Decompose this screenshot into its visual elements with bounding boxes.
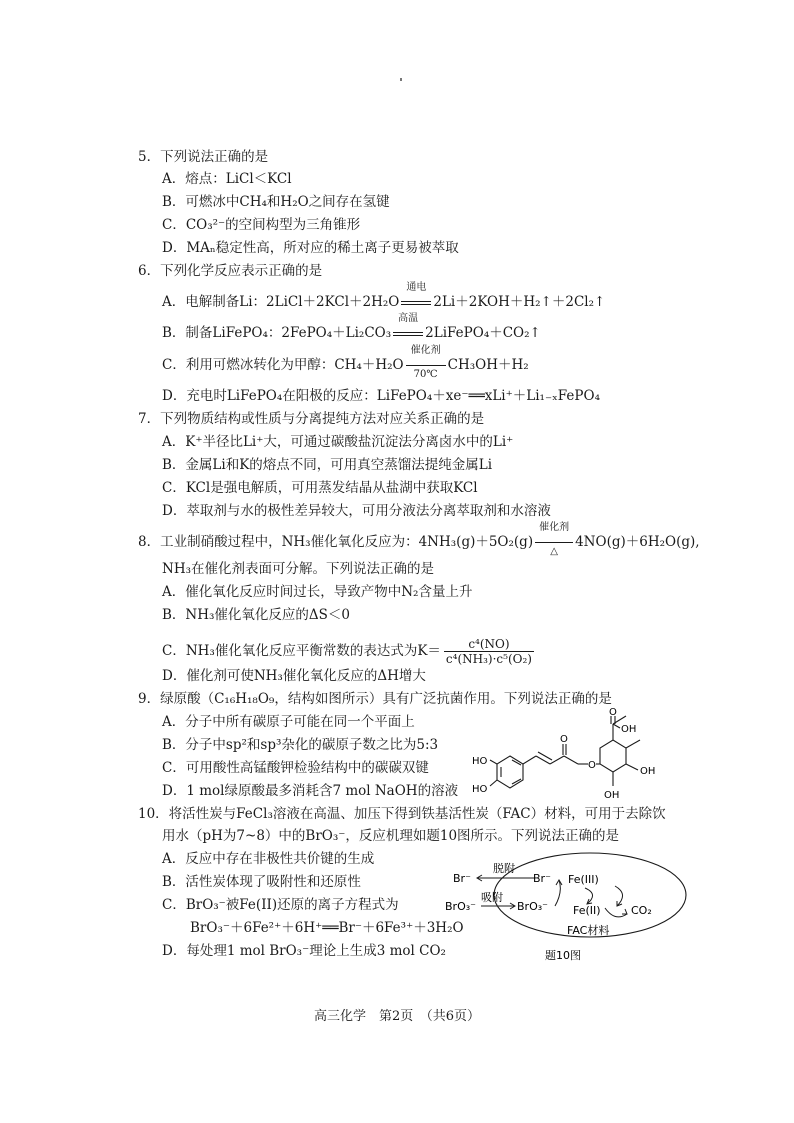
q5-stem: 5．下列说法正确的是	[138, 149, 269, 165]
fig10-fe2: Fe(II)	[573, 904, 601, 917]
struct-label-oh-acid: OH	[621, 724, 637, 735]
fig10-br-in: Br⁻	[533, 872, 551, 885]
q6-option-b	[162, 313, 541, 342]
q6-option-c	[162, 345, 529, 380]
fig10-fac-label: FAC材料	[567, 924, 610, 937]
struct-label-oh-bottom: OH	[604, 790, 620, 801]
q6-option-d: D．充电时LiFePO₄在阳极的反应：LiFePO₄＋xe⁻══xLi⁺＋Li₁₋ₓFePO₄	[162, 388, 600, 404]
fig10-adsorb-label: 吸附	[481, 891, 503, 904]
struct-label-o-top: O	[609, 708, 617, 718]
fig10-fe3: Fe(III)	[568, 873, 599, 886]
q7-stem: 7．下列物质结构或性质与分离提纯方法对应关系正确的是	[138, 411, 485, 427]
q6-stem: 6．下列化学反应表示正确的是	[138, 263, 323, 279]
q8-option-c	[162, 637, 534, 666]
q7-option-b: B．金属Li和K的熔点不同，可用真空蒸馏法提纯金属Li	[162, 457, 493, 473]
q5-option-d: D．MAₙ稳定性高，所对应的稀土离子更易被萃取	[162, 240, 459, 256]
q8-stem-reactants: 8．工业制硝酸过程中，NH₃催化氧化反应为：4NH₃(g)＋5O₂(g)	[138, 534, 534, 550]
q8-cond-top: 催化剂	[539, 522, 570, 533]
q6-c-reactants: C．利用可燃冰转化为甲醇：CH₄＋H₂O	[162, 357, 404, 373]
q10-option-d: D．每处理1 mol BrO₃⁻理论上生成3 mol CO₂	[162, 943, 446, 959]
q7-option-d: D．萃取剂与水的极性差异较大，可用分液法分离萃取剂和水溶液	[162, 503, 551, 519]
fig10-caption: 题10图	[545, 949, 581, 962]
q6-option-a	[162, 282, 606, 311]
q8-option-a: A．催化氧化反应时间过长，导致产物中N₂含量上升	[162, 584, 473, 600]
q8-option-d: D．催化剂可使NH₃催化氧化反应的ΔH增大	[162, 668, 426, 684]
page-footer: 高三化学 第2页 （共6页）	[313, 1009, 481, 1024]
q5-option-c: C．CO₃²⁻的空间构型为三角锥形	[162, 217, 361, 233]
struct-label-o-ester: O	[588, 760, 596, 771]
reaction-line	[535, 542, 573, 543]
q9-stem: 9．绿原酸（C₁₆H₁₈O₉，结构如图所示）具有广泛抗菌作用。下列说法正确的是	[138, 691, 612, 707]
q6-a-products: 2Li＋2KOH＋H₂↑＋2Cl₂↑	[433, 294, 606, 310]
q6-c-cond-bot: 70℃	[413, 369, 438, 380]
q6-a-reactants: A．电解制备Li：2LiCl＋2KCl＋2H₂O	[162, 294, 400, 310]
struct-label-ho-top: HO	[472, 756, 488, 767]
scan-mark	[400, 78, 402, 81]
equals-sign	[393, 332, 423, 336]
q10-option-c-line2: BrO₃⁻＋6Fe²⁺＋6H⁺══Br⁻＋6Fe³⁺＋3H₂O	[190, 920, 464, 936]
q6-b-condition	[393, 313, 423, 342]
q8-c-fraction	[444, 637, 534, 666]
q10-option-a: A．反应中存在非极性共价键的生成	[162, 851, 375, 867]
fraction-denominator: c⁴(NH₃)·c⁵(O₂)	[445, 652, 532, 666]
q6-b-cond-text: 高温	[398, 313, 419, 324]
q10-stem-line2: 用水（pH为7~8）中的BrO₃⁻，反应机理如题10图所示。下列说法正确的是	[162, 828, 620, 844]
q8-cond-bot: △	[550, 546, 558, 557]
q7-option-c: C．KCl是强电解质，可用蒸发结晶从盐湖中获取KCl	[162, 480, 478, 496]
q8-stem-line2: NH₃在催化剂表面可分解。下列说法正确的是	[162, 561, 434, 577]
fig10-desorb-label: 脱附	[493, 862, 515, 875]
q10-option-b: B．活性炭体现了吸附性和还原性	[162, 874, 361, 890]
q8-stem	[138, 522, 700, 557]
cyclohexane-ring	[600, 740, 626, 772]
chlorogenic-acid-structure	[470, 708, 690, 808]
q6-c-cond-top: 催化剂	[410, 345, 441, 356]
q6-a-condition	[401, 282, 431, 311]
fig10-bro3-in: BrO₃⁻	[517, 900, 548, 913]
equals-sign	[401, 301, 431, 305]
q8-condition	[535, 522, 573, 557]
q6-c-products: CH₃OH＋H₂	[447, 357, 529, 373]
q8-stem-products: 4NO(g)＋6H₂O(g),	[575, 534, 700, 550]
q9-option-c: C．可用酸性高锰酸钾检验结构中的碳碳双键	[162, 760, 429, 776]
q10-stem-line1: 10．将活性炭与FeCl₃溶液在高温、加压下得到铁基活性炭（FAC）材料，可用于去除饮	[138, 806, 666, 822]
q9-option-a: A．分子中所有碳原子可能在同一个平面上	[162, 714, 415, 730]
q8-c-text: C．NH₃催化氧化反应平衡常数的表达式为K＝	[162, 643, 441, 659]
q6-b-reactants: B．制备LiFePO₄：2FePO₄＋Li₂CO₃	[162, 325, 392, 341]
q5-option-b: B．可燃冰中CH₄和H₂O之间存在氢键	[162, 194, 390, 210]
q6-b-products: 2LiFePO₄＋CO₂↑	[425, 325, 541, 341]
struct-label-oh-right: OH	[640, 766, 656, 777]
struct-label-o-carbonyl: O	[560, 734, 568, 745]
fig10-bro3-out: BrO₃⁻	[445, 900, 476, 913]
q9-option-d: D．1 mol绿原酸最多消耗含7 mol NaOH的溶液	[162, 783, 459, 799]
fig10-co2: CO₂	[631, 904, 652, 917]
q10-option-c-line1: C．BrO₃⁻被Fe(II)还原的离子方程式为	[162, 897, 399, 913]
fraction-numerator: c⁴(NO)	[444, 637, 534, 652]
q5-option-a: A．熔点：LiCl＜KCl	[162, 171, 292, 187]
q9-option-b: B．分子中sp²和sp³杂化的碳原子数之比为5:3	[162, 737, 439, 753]
figure-10-mechanism	[445, 852, 695, 967]
fig10-br-out: Br⁻	[453, 872, 471, 885]
q6-a-cond-text: 通电	[406, 282, 427, 293]
q7-option-a: A．K⁺半径比Li⁺大，可通过碳酸盐沉淀法分离卤水中的Li⁺	[162, 434, 514, 450]
reaction-line	[406, 365, 446, 366]
q8-option-b: B．NH₃催化氧化反应的ΔS＜0	[162, 607, 351, 623]
q6-c-condition	[406, 345, 446, 380]
struct-label-ho-bottom: HO	[472, 784, 488, 795]
